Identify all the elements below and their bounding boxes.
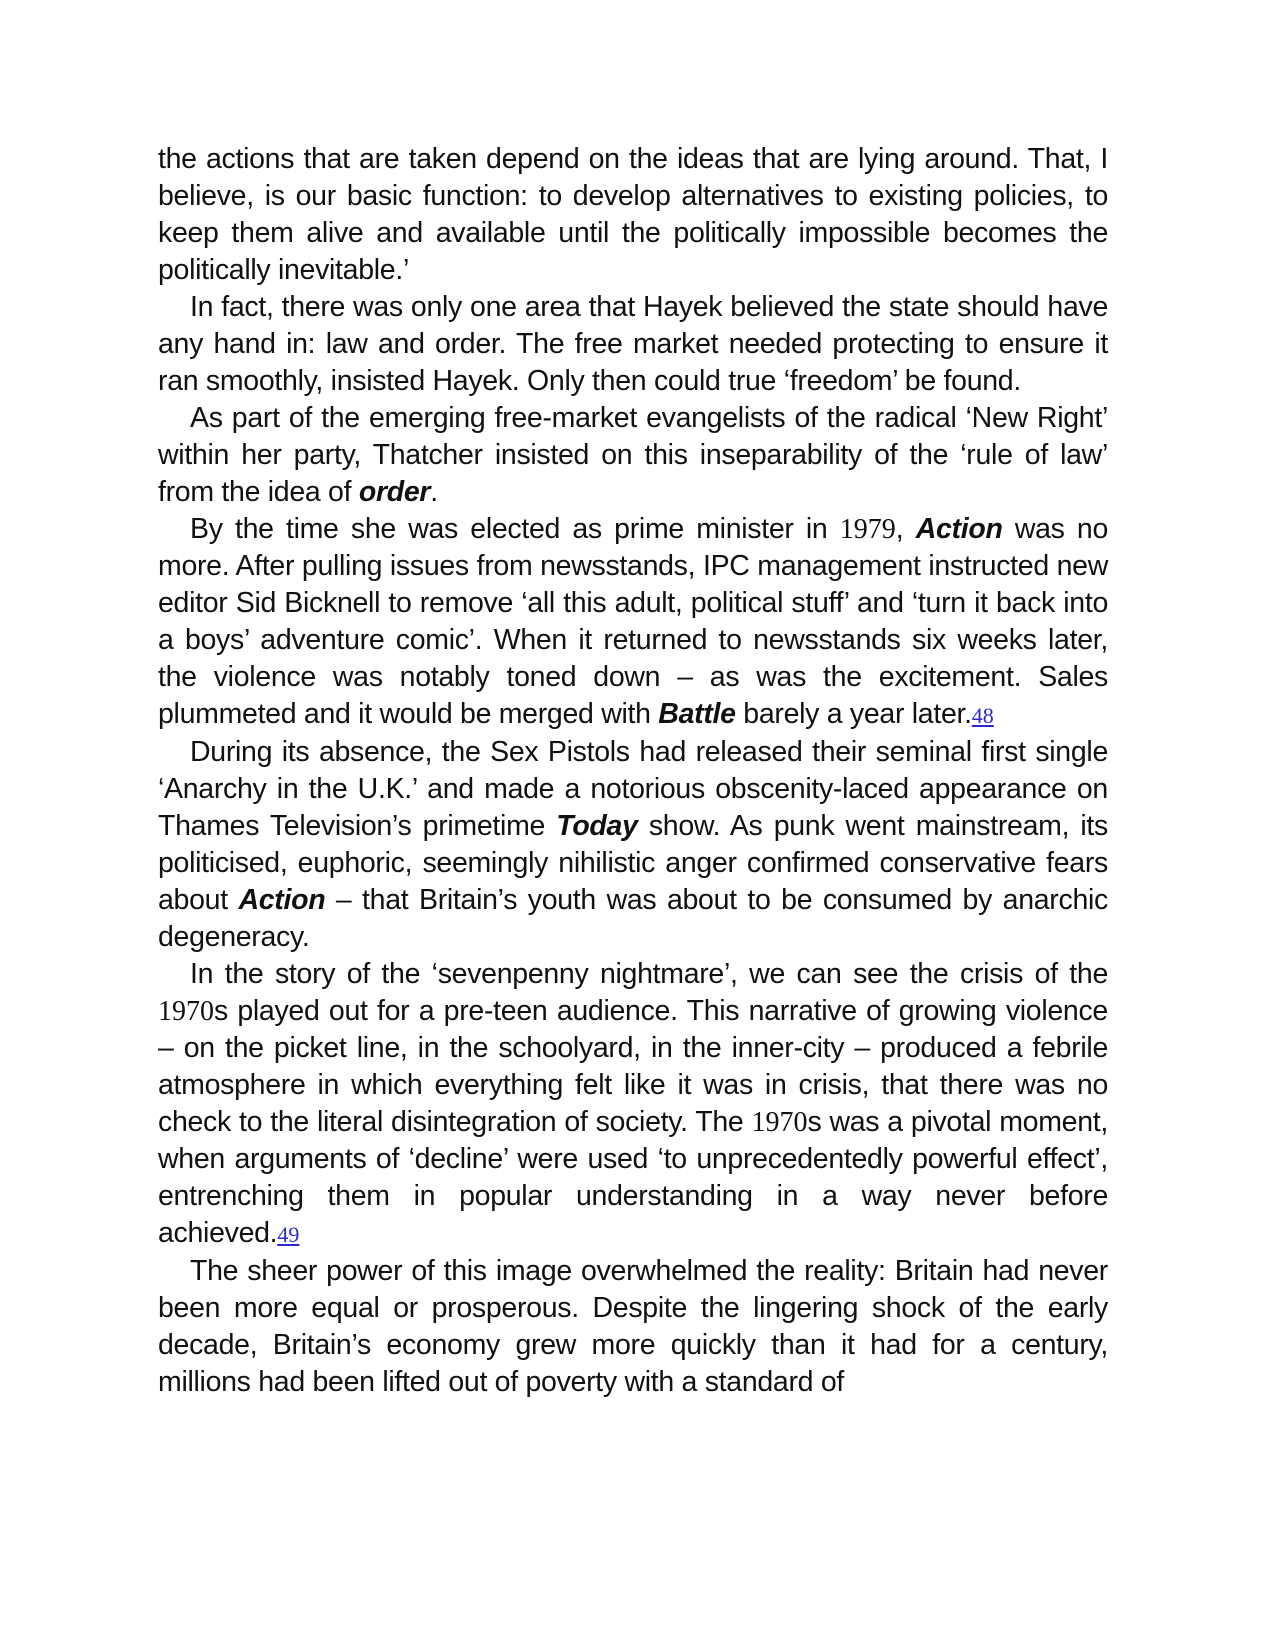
paragraph-4-text: By the time she was elected as prime minister in xyxy=(190,513,840,545)
title-action: Action xyxy=(915,513,1003,545)
paragraph-6-end: s was a pivotal moment, when arguments of ‘decline’ were used ‘to unprecedentedly powerful effect’, entrenching them in popular understanding in a way never before achieved. xyxy=(158,1106,1108,1249)
decade-1970-a: 1970 xyxy=(158,996,214,1027)
paragraph-4-comma: , xyxy=(895,513,916,545)
paragraph-6-body: s played out for a pre-teen audience. This narrative of growing violence – on the picket line, in the schoolyard, in the inner-city – produced a febrile atmosphere in which everything felt like it was in crisis, that there was no check to the literal disintegration of society. The xyxy=(158,995,1108,1138)
footnote-link-48[interactable]: 48 xyxy=(971,703,994,728)
paragraph-5 xyxy=(158,734,1108,956)
paragraph-7-text: The sheer power of this image overwhelmed the reality: Britain had never been more equal or prosperous. Despite the lingering shock of the early decade, Britain’s economy grew more quickly than it had for a century, millions had been lifted out of poverty with a standard of xyxy=(158,1255,1108,1398)
year-1979: 1979 xyxy=(839,514,896,545)
paragraph-6-text: In the story of the ‘sevenpenny nightmare’, we can see the crisis of the xyxy=(190,958,1108,990)
paragraph-7 xyxy=(158,1253,1108,1401)
paragraph-3 xyxy=(158,400,1108,511)
paragraph-5-text: During its absence, the Sex Pistols had released their seminal first single ‘Anarchy in the U.K.’ and made a notorious obscenity-laced appearance on Thames Television’s primetime xyxy=(158,736,1108,842)
paragraph-2 xyxy=(158,289,1108,400)
paragraph-3-text: As part of the emerging free-market evangelists of the radical ‘New Right’ within her party, Thatcher insisted on this inseparability of the ‘rule of law’ from the idea of xyxy=(158,402,1108,508)
page-body xyxy=(158,141,1108,1401)
paragraph-4-end: barely a year later. xyxy=(735,698,972,730)
emphasis-order: order xyxy=(358,476,431,508)
title-action-2: Action xyxy=(238,884,326,916)
paragraph-1 xyxy=(158,141,1108,289)
decade-1970-b: 1970 xyxy=(751,1107,808,1138)
paragraph-5-body: show. As punk went mainstream, its politicised, euphoric, seemingly nihilistic anger confirmed conservative fears about xyxy=(158,810,1108,916)
title-today: Today xyxy=(556,810,638,842)
paragraph-4 xyxy=(158,511,1108,734)
title-battle: Battle xyxy=(658,698,736,730)
paragraph-4-body: was no more. After pulling issues from newsstands, IPC management instructed new editor Sid Bicknell to remove ‘all this adult, political stuff’ and ‘turn it back into a boys’ adventure comic’. When it returned to newsstands six weeks later, the violence was notably toned down – as was the excitement. Sales plummeted and it would be merged with xyxy=(158,513,1109,730)
paragraph-1-text: the actions that are taken depend on the ideas that are lying around. That, I believe, is our basic function: to develop alternatives to existing policies, to keep them alive and available until the politically impossible becomes the politically inevitable.’ xyxy=(158,143,1108,286)
paragraph-6 xyxy=(158,956,1108,1253)
paragraph-2-text: In fact, there was only one area that Hayek believed the state should have any hand in: law and order. The free market needed protecting to ensure it ran smoothly, insisted Hayek. Only then could true ‘freedom’ be found. xyxy=(158,291,1108,397)
paragraph-3-end: . xyxy=(430,476,438,508)
footnote-link-49[interactable]: 49 xyxy=(277,1222,300,1247)
paragraph-5-end: – that Britain’s youth was about to be consumed by anarchic degeneracy. xyxy=(158,884,1108,953)
